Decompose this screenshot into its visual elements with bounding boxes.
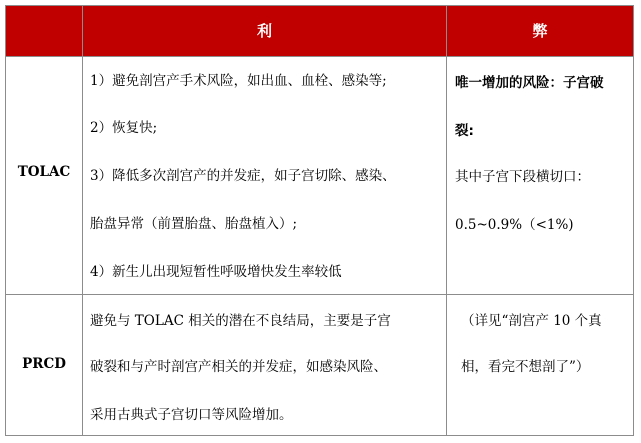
tolac-pros-cell bbox=[90, 57, 442, 294]
prcd-cons-line-2: 相，看完不想剖了”） bbox=[461, 359, 590, 375]
table-header bbox=[6, 6, 633, 56]
column-divider-1 bbox=[82, 6, 83, 435]
prcd-cons-cell bbox=[461, 295, 627, 435]
prcd-pros-cell bbox=[90, 295, 442, 435]
tolac-cons-cell bbox=[455, 57, 627, 294]
row-label-tolac: TOLAC bbox=[17, 164, 71, 180]
tolac-pros-line-5: 4）新生儿出现短暂性呼吸增快发生率较低 bbox=[90, 264, 342, 280]
header-pros: 利 bbox=[256, 22, 272, 40]
tolac-pros-line-1: 1）避免剖宫产手术风险，如出血、血栓、感染等; bbox=[90, 73, 387, 89]
row-label-prcd: PRCD bbox=[22, 356, 66, 372]
header-cons: 弊 bbox=[532, 22, 548, 40]
tolac-pros-line-2: 2）恢复快; bbox=[90, 120, 158, 136]
prcd-pros-line-1: 避免与 TOLAC 相关的潜在不良结局，主要是子宫 bbox=[90, 313, 391, 329]
tolac-cons-line-4: 0.5~0.9%（<1%) bbox=[455, 217, 574, 233]
prcd-pros-line-3: 采用古典式子宫切口等风险增加。 bbox=[90, 407, 293, 423]
header-corner bbox=[6, 6, 82, 56]
column-divider-2 bbox=[446, 6, 447, 435]
prcd-pros-line-2: 破裂和与产时剖宫产相关的并发症，如感染风险、 bbox=[90, 359, 387, 375]
prcd-cons-line-1: （详见“剖宫产 10 个真 bbox=[461, 313, 602, 329]
tolac-pros-line-4: 胎盘异常（前置胎盘、胎盘植入）; bbox=[90, 216, 298, 232]
tolac-cons-bold-1: 唯一增加的风险：子宫破 bbox=[455, 75, 604, 91]
tolac-cons-line-3: 其中子宫下段横切口： bbox=[455, 169, 590, 185]
comparison-table bbox=[5, 5, 634, 436]
tolac-pros-line-3: 3）降低多次剖宫产的并发症，如子宫切除、感染、 bbox=[90, 168, 396, 184]
tolac-cons-bold-2: 裂: bbox=[455, 123, 474, 139]
